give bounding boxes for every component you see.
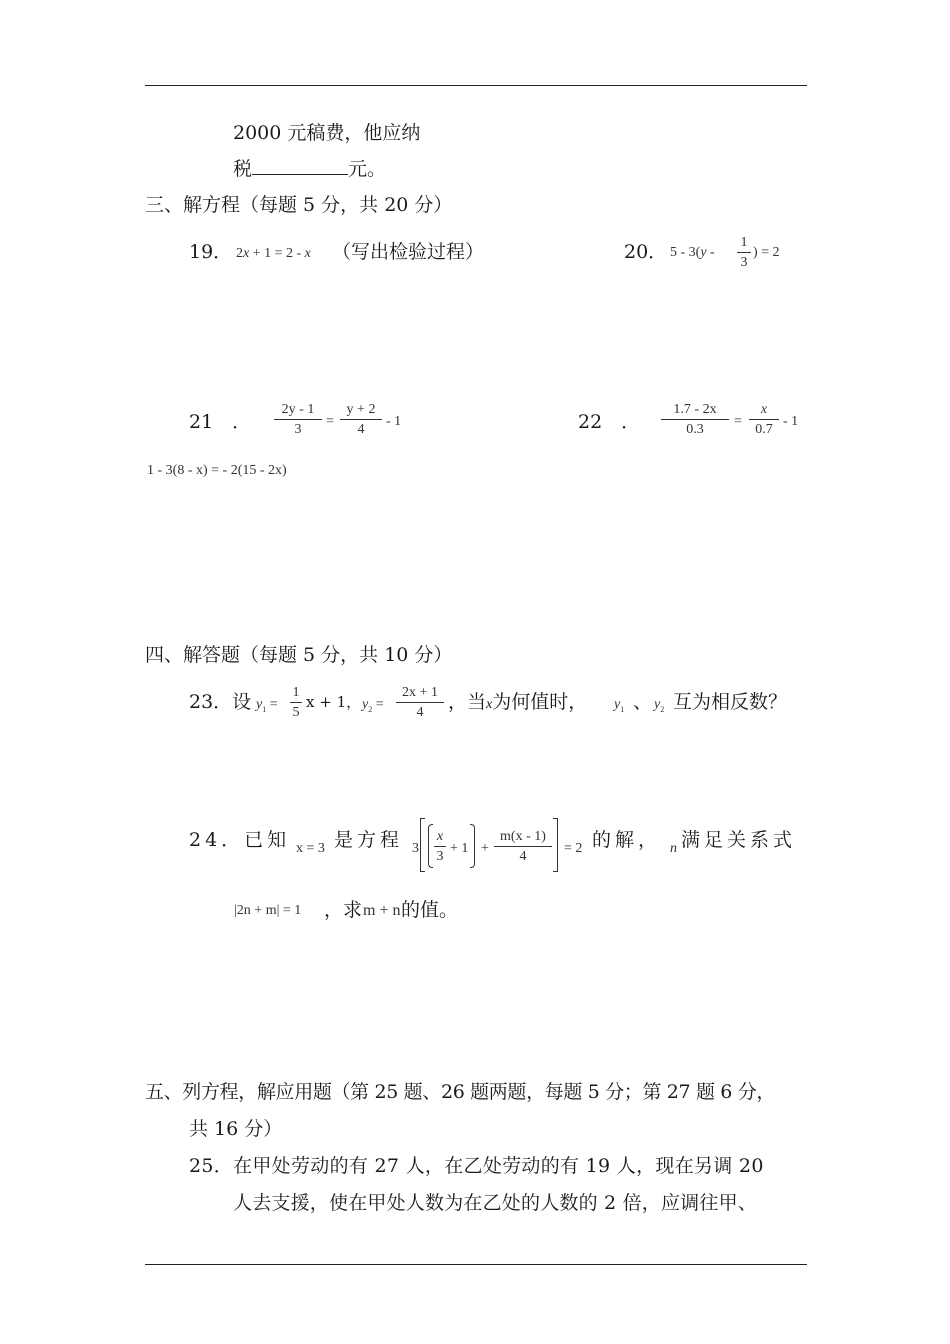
q20-equation-part-a: 5 - 3(y - xyxy=(670,245,715,260)
q24-bracket-close xyxy=(553,818,558,872)
top-rule xyxy=(145,85,807,86)
section3-heading: 三、解方程（每题 5 分，共 20 分） xyxy=(145,194,453,216)
q21-fraction-left: 2y - 1 3 xyxy=(274,401,322,438)
q24-paren-close xyxy=(470,824,475,868)
q24-condition: x = 3 xyxy=(296,841,325,856)
q24-middle-2: 的解， xyxy=(592,829,662,851)
q22-fraction-right: x 0.7 xyxy=(749,401,779,438)
extra-equation: 1 - 3(8 - x) = - 2(15 - 2x) xyxy=(147,463,287,478)
q24-three: 3 xyxy=(412,841,419,856)
q24-middle: 是方程 xyxy=(334,829,404,851)
section4-heading: 四、解答题（每题 5 分，共 10 分） xyxy=(145,644,453,666)
q23-tail: 互为相反数？ xyxy=(673,691,788,713)
bottom-rule xyxy=(145,1264,807,1265)
q20-equation-part-c: ) = 2 xyxy=(753,245,780,260)
q23-y1: $y_1$ = xyxy=(256,697,278,714)
carryover-line-1: 2000 元稿费，他应纳 xyxy=(233,122,421,144)
answer-blank[interactable] xyxy=(252,158,348,175)
q24-tail: 满足关系式 xyxy=(681,829,797,851)
q25-line2: 人去支援，使在甲处人数为在乙处的人数的 2 倍，应调往甲、 xyxy=(233,1192,757,1214)
q24-plus: + xyxy=(481,841,489,856)
q20-number: 20． xyxy=(624,241,668,263)
q21-fraction-right: y + 2 4 xyxy=(340,401,382,438)
q21-equals: = xyxy=(326,414,334,429)
q23-fraction-2: 2x + 1 4 xyxy=(396,684,444,721)
q22-tail: - 1 xyxy=(783,414,799,429)
q24-line2-middle: ，求 xyxy=(324,899,363,921)
q25-line1: 25．在甲处劳动的有 27 人，在乙处劳动的有 19 人，现在另调 20 xyxy=(189,1155,764,1177)
carryover-prefix: 税 xyxy=(233,158,253,180)
q23-separator: 、 xyxy=(633,691,653,713)
q21-tail: - 1 xyxy=(386,414,402,429)
q24-plus-one: + 1 xyxy=(450,841,469,856)
q23-number: 23．设 xyxy=(189,691,252,713)
q24-bracket-open xyxy=(420,818,425,872)
q19-equation: 2x + 1 = 2 - x xyxy=(236,246,311,261)
q24-paren-open xyxy=(428,824,433,868)
q19-note: （写出检验过程） xyxy=(332,241,485,263)
q23-y2: $y_2$ = xyxy=(362,697,384,714)
q22-number: 22 ． xyxy=(578,411,641,433)
q23-y2b: $y_2$ xyxy=(654,697,665,714)
q24-fraction-b: m(x - 1) 4 xyxy=(494,828,552,865)
q20-fraction: 1 3 xyxy=(737,234,751,271)
q24-n: n xyxy=(670,841,677,856)
q23-y1-y2: $y_1$ xyxy=(614,697,625,714)
q22-fraction-left: 1.7 - 2x 0.3 xyxy=(661,401,729,438)
q19-number: 19． xyxy=(189,241,233,263)
carryover-line-2 xyxy=(233,157,386,181)
section5-heading-line2: 共 16 分） xyxy=(189,1118,283,1140)
q23-part-x1: x + 1， xyxy=(306,693,362,711)
q24-abs-condition: |2n + m| = 1 xyxy=(234,903,302,918)
q24-equals-two: = 2 xyxy=(564,841,583,856)
q24-number: 24．已知 xyxy=(189,829,291,851)
q23-fraction-1: 1 5 xyxy=(290,684,302,721)
q24-line2-tail: 的值。 xyxy=(401,899,459,921)
carryover-suffix: 元。 xyxy=(348,158,387,180)
q21-number: 21 ． xyxy=(189,411,252,433)
q22-equals: = xyxy=(734,414,742,429)
q24-fraction-a: x 3 xyxy=(434,828,446,865)
q24-line2-expr: m + n xyxy=(363,902,401,919)
section5-heading-line1: 五、列方程，解应用题（第 25 题、26 题两题，每题 5 分；第 27 题 6 分， xyxy=(145,1081,776,1103)
q23-text-middle: ，当x为何值时， xyxy=(448,691,588,713)
